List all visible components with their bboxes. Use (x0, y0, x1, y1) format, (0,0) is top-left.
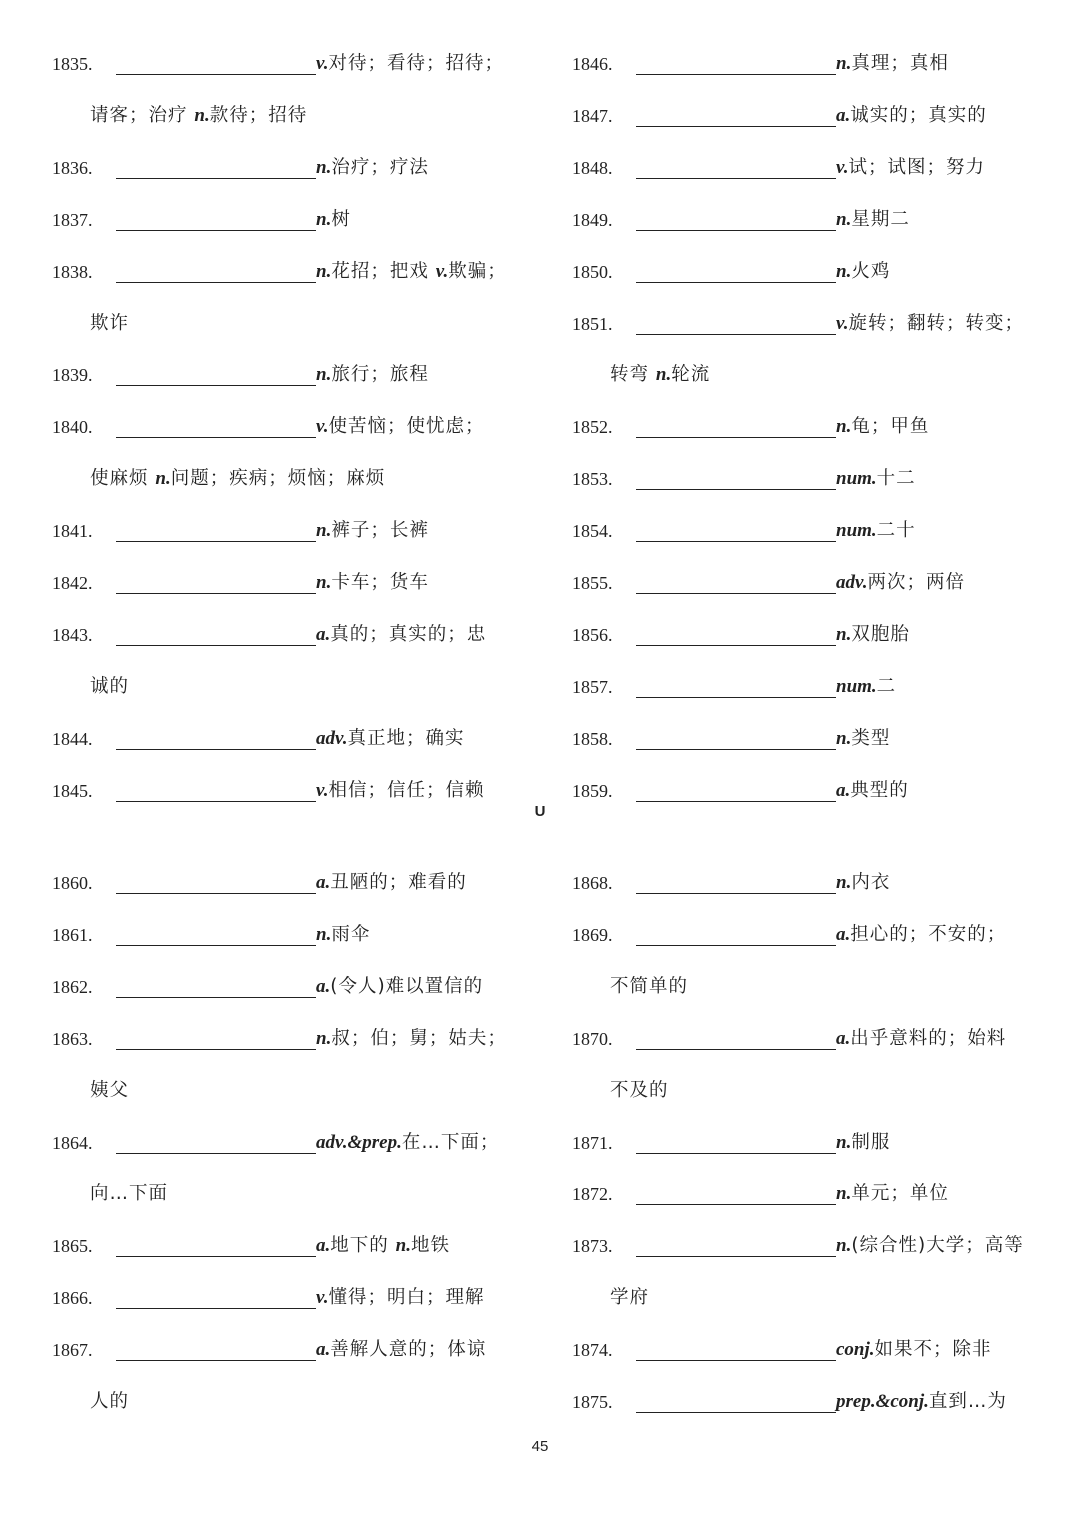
vocab-entry (52, 49, 542, 79)
entry-number: 1875. (572, 1392, 613, 1412)
definition-continuation (52, 1387, 542, 1417)
definition (836, 868, 890, 898)
entry-number: 1847. (572, 105, 613, 126)
vocab-entry (572, 153, 1062, 183)
definition (316, 412, 485, 442)
answer-blank (636, 282, 836, 283)
definition (836, 1387, 1007, 1417)
entry-number: 1853. (572, 469, 613, 490)
answer-blank (636, 1204, 836, 1205)
definition (316, 49, 504, 79)
meaning-text: 二 (876, 675, 897, 697)
meaning-text: 直到…为 (928, 1391, 1007, 1412)
vocab-entry (572, 412, 1062, 442)
entry-number: 1843. (52, 624, 93, 645)
meaning-text: 诚实的；真实的 (850, 104, 987, 126)
vocab-entry (52, 1283, 542, 1313)
part-of-speech: n. (155, 468, 171, 490)
vocab-entry (572, 49, 1062, 79)
part-of-speech: n. (316, 364, 332, 386)
definition (316, 1283, 485, 1313)
part-of-speech: n. (194, 104, 210, 126)
continuation-text (90, 1179, 168, 1209)
definition (836, 257, 890, 287)
entry-number: 1838. (52, 261, 93, 282)
meaning-text: 二十 (876, 520, 916, 542)
part-of-speech: n. (836, 1131, 852, 1153)
meaning-text: 单元；单位 (851, 1183, 949, 1205)
definition (316, 972, 483, 1002)
definition (836, 1231, 1024, 1261)
definition (836, 1024, 1006, 1054)
page-number: 45 (531, 1438, 549, 1455)
part-of-speech: n. (836, 416, 852, 438)
part-of-speech: n. (316, 208, 332, 230)
meaning-text: 真理；真相 (851, 53, 949, 74)
definition-continuation (572, 360, 1062, 390)
continuation-text (610, 1076, 669, 1106)
entry-number: 1865. (52, 1236, 93, 1257)
entry-number: 1854. (572, 521, 613, 542)
continuation-text (610, 360, 710, 390)
part-of-speech: num. (836, 675, 877, 697)
meaning-text: 姨父 (90, 1079, 130, 1101)
meaning-text: 使麻烦 (90, 468, 156, 490)
answer-blank (636, 645, 836, 646)
meaning-text: 地铁 (410, 1235, 450, 1257)
part-of-speech: a. (316, 1235, 331, 1257)
definition (316, 360, 429, 390)
continuation-text (610, 972, 688, 1002)
definition-continuation (572, 972, 1062, 1002)
continuation-text (90, 309, 129, 339)
vocab-entry (52, 1128, 542, 1158)
vocab-entry (572, 920, 1062, 950)
meaning-text: 不及的 (610, 1079, 669, 1101)
answer-blank (636, 593, 836, 594)
meaning-text: 雨伞 (331, 923, 371, 945)
meaning-text: (令人)难以置信的 (330, 975, 484, 997)
definition (836, 568, 965, 598)
definition (316, 153, 429, 183)
entry-number: 1860. (52, 873, 93, 893)
meaning-text: 学府 (610, 1287, 650, 1309)
vocab-entry (572, 516, 1062, 546)
part-of-speech: n. (655, 364, 672, 386)
vocab-entry (52, 620, 542, 650)
part-of-speech: prep.&conj. (836, 1391, 929, 1412)
definition-continuation (572, 1283, 1062, 1313)
answer-blank (636, 489, 836, 490)
entry-number: 1840. (52, 417, 93, 438)
meaning-text: 龟；甲鱼 (851, 416, 930, 438)
entry-number: 1871. (572, 1132, 613, 1153)
definition-continuation (52, 309, 542, 339)
part-of-speech: v. (316, 779, 329, 801)
meaning-text: 转弯 (610, 364, 656, 386)
entry-number: 1839. (52, 365, 93, 386)
part-of-speech: n. (836, 208, 852, 230)
meaning-text: 丑陋的；难看的 (330, 872, 467, 893)
part-of-speech: num. (836, 468, 877, 490)
vocab-entry (52, 516, 542, 546)
part-of-speech: a. (316, 975, 331, 997)
continuation-text (90, 464, 385, 494)
part-of-speech: adv. (836, 572, 868, 593)
meaning-text: 星期二 (851, 208, 910, 230)
entry-number: 1846. (572, 54, 613, 74)
answer-blank (116, 1256, 316, 1257)
answer-blank (636, 945, 836, 946)
definition (316, 516, 429, 546)
definition-continuation (52, 672, 542, 702)
answer-blank (636, 1412, 836, 1413)
vocab-entry (52, 1024, 542, 1054)
definition (316, 724, 465, 754)
part-of-speech: n. (316, 572, 332, 593)
answer-blank (636, 178, 836, 179)
answer-blank (116, 893, 316, 894)
answer-blank (116, 230, 316, 231)
meaning-text: 地下的 (330, 1235, 396, 1257)
definition (836, 1179, 949, 1209)
entry-number: 1845. (52, 780, 93, 801)
definition (316, 1231, 450, 1261)
vocab-entry (52, 1335, 542, 1365)
definition (836, 412, 929, 442)
definition (316, 1024, 507, 1054)
answer-blank (116, 1308, 316, 1309)
continuation-text (90, 1387, 129, 1417)
definition-continuation (52, 464, 542, 494)
definition (316, 920, 370, 950)
part-of-speech: a. (316, 872, 331, 893)
meaning-text: 使苦恼；使忧虑； (328, 416, 485, 438)
letter-heading: U (534, 803, 546, 820)
entry-number: 1859. (572, 780, 613, 801)
vocab-entry (52, 1231, 542, 1261)
vocab-entry (572, 205, 1062, 235)
vocab-entry (52, 724, 542, 754)
definition (836, 724, 890, 754)
definition (836, 309, 1024, 339)
entry-number: 1864. (52, 1132, 93, 1153)
entry-number: 1844. (52, 728, 93, 749)
meaning-text: 诚的 (90, 675, 130, 697)
vocab-entry (52, 568, 542, 598)
vocab-entry (52, 257, 542, 287)
vocab-entry (572, 776, 1062, 806)
vocab-entry (52, 360, 542, 390)
answer-blank (116, 1049, 316, 1050)
definition (316, 868, 467, 898)
continuation-text (90, 672, 129, 702)
vocab-entry (572, 724, 1062, 754)
definition (316, 257, 507, 287)
vocab-entry (572, 620, 1062, 650)
entry-number: 1872. (572, 1184, 613, 1205)
part-of-speech: n. (316, 923, 332, 945)
definition-continuation (52, 1076, 542, 1106)
vocab-entry (572, 1387, 1062, 1417)
meaning-text: 树 (331, 208, 351, 230)
part-of-speech: a. (836, 1027, 851, 1049)
vocab-entry (572, 1335, 1062, 1365)
answer-blank (116, 74, 316, 75)
vocab-entry (52, 205, 542, 235)
meaning-text: 对待；看待；招待； (328, 53, 504, 74)
meaning-text: 治疗；疗法 (331, 156, 429, 178)
vocab-entry (572, 1128, 1062, 1158)
part-of-speech: a. (316, 1339, 331, 1361)
answer-blank (636, 1256, 836, 1257)
answer-blank (116, 541, 316, 542)
answer-blank (636, 334, 836, 335)
meaning-text: 轮流 (671, 364, 711, 386)
meaning-text: 懂得；明白；理解 (328, 1287, 485, 1309)
answer-blank (116, 437, 316, 438)
definition (316, 1335, 486, 1365)
vocab-entry (52, 412, 542, 442)
meaning-text: 十二 (876, 468, 916, 490)
entry-number: 1862. (52, 976, 93, 997)
part-of-speech: n. (395, 1235, 411, 1257)
vocab-entry (572, 672, 1062, 702)
definition-continuation (572, 1076, 1062, 1106)
vocab-entry (572, 1024, 1062, 1054)
part-of-speech: n. (836, 1183, 852, 1205)
meaning-text: 相信；信任；信赖 (328, 779, 485, 801)
entry-number: 1836. (52, 157, 93, 178)
meaning-text: 问题；疾病；烦恼；麻烦 (170, 468, 386, 490)
part-of-speech: v. (836, 156, 849, 178)
definition (836, 920, 1006, 950)
continuation-text (90, 1076, 129, 1106)
meaning-text: 内衣 (851, 872, 891, 893)
definition (836, 1335, 992, 1365)
meaning-text: 火鸡 (851, 260, 891, 282)
meaning-text: 款待；招待 (209, 104, 308, 126)
entry-number: 1873. (572, 1236, 613, 1257)
entry-number: 1870. (572, 1028, 613, 1049)
entry-number: 1858. (572, 728, 613, 749)
part-of-speech: n. (836, 727, 852, 749)
entry-number: 1863. (52, 1028, 93, 1049)
answer-blank (116, 749, 316, 750)
vocab-entry (52, 868, 542, 898)
answer-blank (116, 282, 316, 283)
meaning-text: 请客；治疗 (90, 104, 195, 126)
meaning-text: 裤子；长裤 (331, 520, 429, 542)
part-of-speech: n. (836, 623, 852, 645)
meaning-text: (综合性)大学；高等 (851, 1235, 1024, 1257)
part-of-speech: a. (836, 104, 851, 126)
meaning-text: 类型 (851, 727, 891, 749)
answer-blank (636, 697, 836, 698)
answer-blank (636, 541, 836, 542)
meaning-text: 欺骗； (448, 260, 507, 282)
answer-blank (116, 178, 316, 179)
vocab-entry (572, 1179, 1062, 1209)
part-of-speech: n. (316, 1027, 332, 1049)
entry-number: 1850. (572, 261, 613, 282)
entry-number: 1851. (572, 313, 613, 334)
answer-blank (116, 801, 316, 802)
entry-number: 1855. (572, 573, 613, 593)
part-of-speech: adv.&prep. (316, 1131, 402, 1153)
vocab-entry (572, 1231, 1062, 1261)
vocab-entry (572, 464, 1062, 494)
answer-blank (116, 645, 316, 646)
definition (316, 620, 486, 650)
entry-number: 1867. (52, 1340, 93, 1361)
entry-number: 1841. (52, 521, 93, 542)
part-of-speech: num. (836, 520, 877, 542)
meaning-text: 出乎意料的；始料 (850, 1027, 1007, 1049)
vocab-entry (52, 776, 542, 806)
part-of-speech: n. (836, 53, 852, 74)
entry-number: 1874. (572, 1340, 613, 1361)
vocab-entry (572, 309, 1062, 339)
vocab-entry (572, 257, 1062, 287)
definition (836, 153, 985, 183)
definition (836, 620, 910, 650)
definition (836, 672, 896, 702)
definition (836, 101, 987, 131)
answer-blank (636, 126, 836, 127)
entry-number: 1856. (572, 624, 613, 645)
part-of-speech: v. (316, 1287, 329, 1309)
answer-blank (636, 801, 836, 802)
meaning-text: 双胞胎 (851, 623, 910, 645)
part-of-speech: n. (836, 260, 852, 282)
definition (836, 516, 916, 546)
definition (316, 568, 429, 598)
answer-blank (116, 1153, 316, 1154)
meaning-text: 欺诈 (90, 312, 130, 334)
entry-number: 1857. (572, 676, 613, 697)
definition (836, 1128, 890, 1158)
meaning-text: 不简单的 (610, 975, 689, 997)
meaning-text: 卡车；货车 (331, 572, 429, 593)
entry-number: 1835. (52, 54, 93, 74)
meaning-text: 如果不；除非 (874, 1339, 992, 1361)
part-of-speech: n. (836, 1235, 852, 1257)
part-of-speech: n. (316, 520, 332, 542)
definition (836, 205, 910, 235)
definition-continuation (52, 1179, 542, 1209)
meaning-text: 真正地；确实 (347, 727, 465, 749)
meaning-text: 向…下面 (90, 1183, 169, 1205)
answer-blank (636, 749, 836, 750)
answer-blank (116, 385, 316, 386)
meaning-text: 花招；把戏 (331, 260, 436, 282)
meaning-text: 两次；两倍 (867, 572, 965, 593)
answer-blank (636, 74, 836, 75)
definition (836, 776, 909, 806)
answer-blank (636, 230, 836, 231)
definition (316, 205, 351, 235)
entry-number: 1866. (52, 1288, 93, 1309)
meaning-text: 善解人意的；体谅 (330, 1339, 487, 1361)
answer-blank (636, 1049, 836, 1050)
entry-number: 1837. (52, 209, 93, 230)
definition (316, 1128, 499, 1158)
definition (836, 464, 916, 494)
part-of-speech: a. (836, 923, 851, 945)
answer-blank (636, 437, 836, 438)
entry-number: 1869. (572, 924, 613, 945)
definition (316, 776, 485, 806)
part-of-speech: v. (836, 312, 849, 334)
meaning-text: 真的；真实的；忠 (330, 623, 487, 645)
entry-number: 1848. (572, 157, 613, 178)
vocab-entry (572, 568, 1062, 598)
answer-blank (636, 893, 836, 894)
meaning-text: 叔；伯；舅；姑夫； (331, 1027, 507, 1049)
vocab-entry (572, 868, 1062, 898)
entry-number: 1842. (52, 573, 93, 593)
meaning-text: 担心的；不安的； (850, 923, 1007, 945)
meaning-text: 旅行；旅程 (331, 364, 429, 386)
continuation-text (610, 1283, 649, 1313)
part-of-speech: v. (435, 260, 449, 282)
part-of-speech: n. (316, 156, 332, 178)
answer-blank (116, 997, 316, 998)
vocab-entry (52, 972, 542, 1002)
part-of-speech: v. (316, 416, 329, 438)
definition (836, 49, 949, 79)
entry-number: 1861. (52, 924, 93, 945)
answer-blank (116, 945, 316, 946)
entry-number: 1868. (572, 873, 613, 893)
meaning-text: 典型的 (850, 779, 909, 801)
answer-blank (636, 1360, 836, 1361)
part-of-speech: v. (316, 53, 329, 74)
part-of-speech: a. (836, 779, 851, 801)
meaning-text: 试；试图；努力 (848, 156, 985, 178)
vocab-entry (52, 920, 542, 950)
answer-blank (116, 1360, 316, 1361)
definition-continuation (52, 101, 542, 131)
vocab-entry (52, 153, 542, 183)
part-of-speech: adv. (316, 727, 348, 749)
answer-blank (116, 593, 316, 594)
part-of-speech: n. (316, 260, 332, 282)
meaning-text: 在…下面； (401, 1131, 500, 1153)
answer-blank (636, 1153, 836, 1154)
part-of-speech: a. (316, 623, 331, 645)
entry-number: 1852. (572, 417, 613, 438)
meaning-text: 人的 (90, 1391, 130, 1412)
entry-number: 1849. (572, 209, 613, 230)
part-of-speech: n. (836, 872, 852, 893)
meaning-text: 制服 (851, 1131, 891, 1153)
continuation-text (90, 101, 307, 131)
vocab-entry (572, 101, 1062, 131)
part-of-speech: conj. (836, 1339, 875, 1361)
meaning-text: 旋转；翻转；转变； (848, 312, 1024, 334)
